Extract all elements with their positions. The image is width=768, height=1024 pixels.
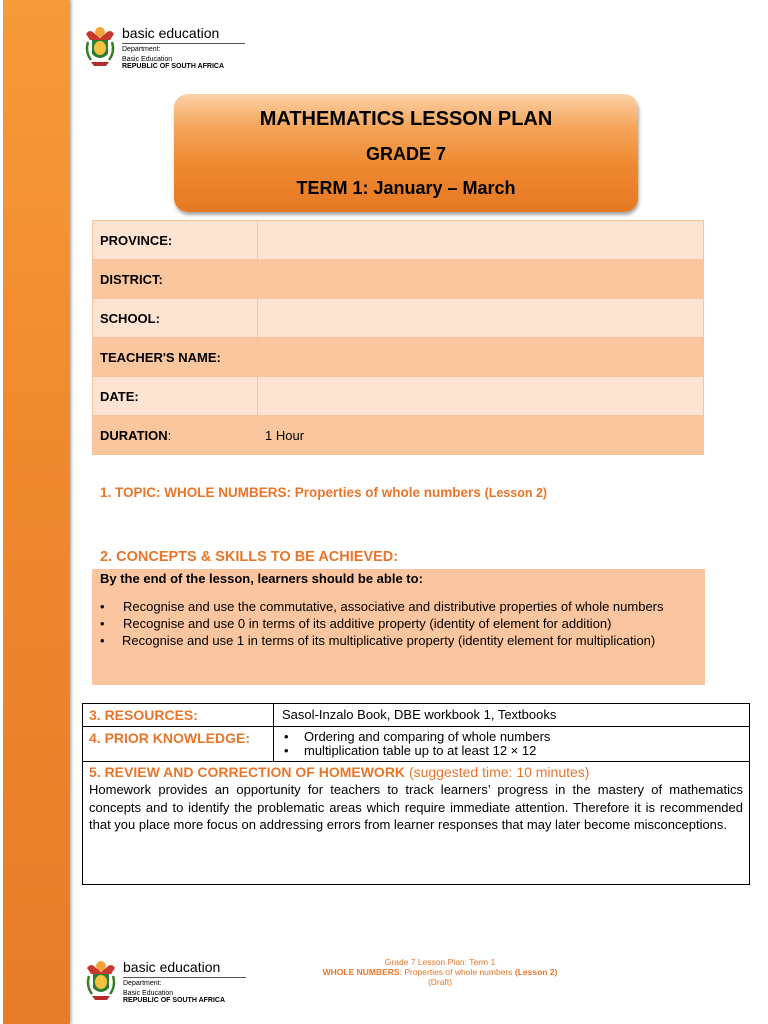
homework-review-title: 5. REVIEW AND CORRECTION OF HOMEWORK bbox=[89, 764, 406, 780]
homework-review-text: Homework provides an opportunity for teachers to track learners’ progress in the mastery of mathematics concepts and to identify the problematic areas which require immediate attention. Therefore it is recommended that you place more focus on addressing errors from learner responses that may later become misconceptions. bbox=[89, 782, 743, 832]
concepts-list bbox=[96, 598, 704, 649]
page-footer bbox=[300, 957, 580, 987]
decorative-side-bar bbox=[3, 0, 70, 1024]
concept-item-text: Recognise and use the commutative, associative and distributive properties of whole numbers bbox=[123, 599, 664, 614]
footer-line2 bbox=[300, 967, 580, 977]
grade-label: GRADE 7 bbox=[365, 144, 446, 164]
footer-topic-rest: : Properties of whole numbers bbox=[399, 967, 515, 977]
prior-knowledge-label: 4. PRIOR KNOWLEDGE: bbox=[83, 727, 274, 762]
table-row bbox=[93, 221, 704, 260]
province-label: PROVINCE: bbox=[93, 221, 258, 260]
department-logo-bottom bbox=[83, 958, 246, 1005]
resources-value: Sasol-Inzalo Book, DBE workbook 1, Textbooks bbox=[274, 704, 750, 727]
table-row bbox=[93, 260, 704, 299]
table-row bbox=[83, 704, 750, 727]
footer-line1: Grade 7 Lesson Plan: Term 1 bbox=[384, 957, 496, 967]
prior-knowledge-item: Ordering and comparing of whole numbers bbox=[304, 729, 551, 744]
concept-item-text: Recognise and use 1 in terms of its multiplicative property (identity element for multiplication) bbox=[122, 633, 656, 648]
table-row bbox=[93, 338, 704, 377]
topic-text: 1. TOPIC: WHOLE NUMBERS: Properties of whole numbers bbox=[100, 485, 481, 500]
logo-country: REPUBLIC OF SOUTH AFRICA bbox=[122, 63, 225, 70]
table-row bbox=[83, 762, 750, 885]
duration-value[interactable]: 1 Hour bbox=[258, 416, 704, 455]
resources-label: 3. RESOURCES: bbox=[83, 704, 274, 727]
lesson-plan-title-box bbox=[174, 94, 638, 212]
list-item bbox=[282, 730, 741, 744]
prior-knowledge-list bbox=[282, 730, 741, 758]
logo-brand-text: basic education bbox=[123, 960, 246, 978]
topic-heading bbox=[100, 485, 547, 500]
logo-dept-line1: Department: bbox=[123, 980, 162, 987]
logo-dept-line1: Department: bbox=[122, 46, 161, 53]
prior-knowledge-value bbox=[274, 727, 750, 762]
district-value[interactable] bbox=[258, 260, 704, 299]
duration-label bbox=[93, 416, 258, 455]
table-row bbox=[93, 377, 704, 416]
bullet-icon: • bbox=[100, 599, 105, 614]
resources-table bbox=[82, 703, 750, 885]
lesson-info-table bbox=[92, 220, 704, 455]
school-value[interactable] bbox=[258, 299, 704, 338]
teacher-name-label: TEACHER'S NAME: bbox=[93, 338, 258, 377]
concepts-box bbox=[92, 569, 705, 685]
teacher-name-value[interactable] bbox=[258, 338, 704, 377]
list-item bbox=[96, 615, 704, 632]
term-label: TERM 1: January – March bbox=[296, 178, 516, 198]
concept-item-text: Recognise and use 0 in terms of its additive property (identity of element for addition) bbox=[123, 616, 612, 631]
district-label: DISTRICT: bbox=[93, 260, 258, 299]
document-title: MATHEMATICS LESSON PLAN bbox=[259, 108, 553, 130]
logo-dept-line2: Basic Education bbox=[122, 55, 173, 63]
logo-dept-line2: Basic Education bbox=[123, 989, 174, 997]
list-item bbox=[282, 744, 741, 758]
table-row bbox=[93, 299, 704, 338]
footer-lesson: (Lesson 2) bbox=[514, 967, 558, 977]
topic-lesson-suffix: (Lesson 2) bbox=[484, 486, 548, 500]
school-label: SCHOOL: bbox=[93, 299, 258, 338]
concepts-intro: By the end of the lesson, learners should be able to: bbox=[100, 571, 423, 586]
homework-review-cell bbox=[83, 762, 750, 885]
table-row bbox=[83, 727, 750, 762]
bullet-icon: • bbox=[284, 729, 289, 744]
bullet-icon: • bbox=[100, 616, 105, 631]
footer-line3: (Draft) bbox=[427, 977, 453, 987]
prior-knowledge-item: multiplication table up to at least 12 × 12 bbox=[304, 743, 537, 758]
province-value[interactable] bbox=[258, 221, 704, 260]
bullet-icon: • bbox=[100, 633, 105, 648]
list-item bbox=[96, 598, 704, 615]
concepts-heading: 2. CONCEPTS & SKILLS TO BE ACHIEVED: bbox=[100, 549, 399, 565]
table-row bbox=[93, 416, 704, 455]
homework-review-heading bbox=[89, 764, 743, 780]
list-item bbox=[96, 632, 704, 649]
logo-country: REPUBLIC OF SOUTH AFRICA bbox=[123, 997, 226, 1004]
coat-of-arms-icon bbox=[83, 958, 119, 1002]
footer-topic: WHOLE NUMBERS bbox=[322, 967, 400, 977]
coat-of-arms-icon bbox=[82, 24, 118, 68]
bullet-icon: • bbox=[284, 743, 289, 758]
homework-review-time: (suggested time: 10 minutes) bbox=[408, 764, 590, 780]
logo-brand-text: basic education bbox=[122, 26, 245, 44]
date-value[interactable] bbox=[258, 377, 704, 416]
duration-label-colon: : bbox=[167, 427, 172, 443]
date-label: DATE: bbox=[93, 377, 258, 416]
department-logo-top bbox=[82, 24, 245, 71]
duration-label-text: DURATION bbox=[100, 427, 168, 443]
